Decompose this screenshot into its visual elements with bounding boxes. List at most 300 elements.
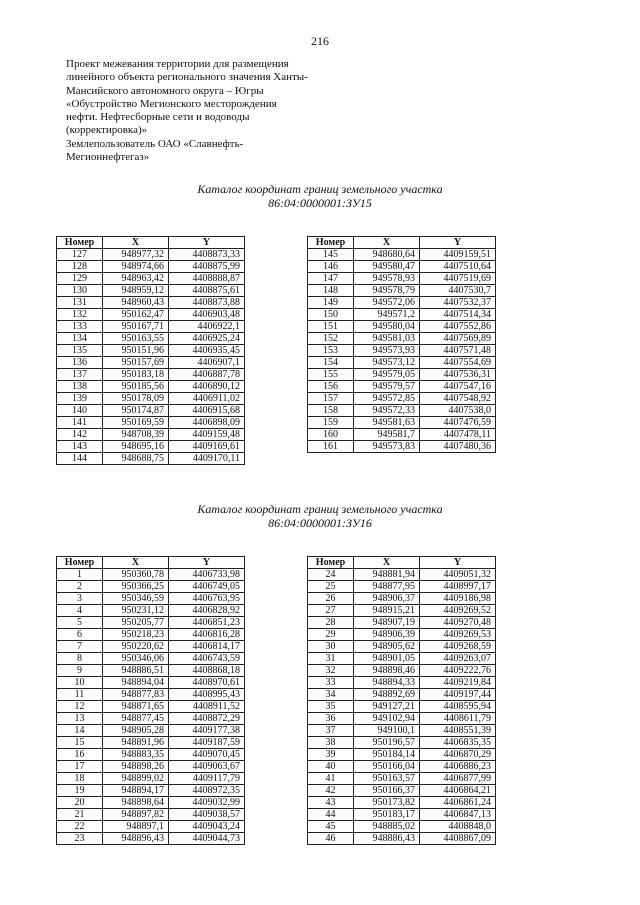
table-row [308,653,496,665]
table-row [57,785,245,797]
point-number: 127 [57,249,103,261]
y-coordinate: 4406911,02 [169,393,245,405]
column-header-x: X [103,237,169,249]
x-coordinate: 948907,19 [354,617,420,629]
point-number: 14 [57,725,103,737]
catalog-title-code: 86:04:0000001:ЗУ15 [268,196,372,210]
coordinate-table-zu15-right [307,236,496,453]
table-row [308,629,496,641]
point-number: 131 [57,297,103,309]
coordinate-table-zu16-left [56,556,245,845]
point-number: 152 [308,333,354,345]
table-row [57,737,245,749]
table-row [308,677,496,689]
y-coordinate: 4406870,29 [420,749,496,761]
x-coordinate: 948892,69 [354,689,420,701]
table-row [57,297,245,309]
table-row [308,321,496,333]
x-coordinate: 950162,47 [103,309,169,321]
x-coordinate: 948901,05 [354,653,420,665]
y-coordinate: 4409038,57 [169,809,245,821]
table-row [308,357,496,369]
point-number: 155 [308,369,354,381]
y-coordinate: 4409044,73 [169,833,245,845]
table-row [57,273,245,285]
y-coordinate: 4409051,32 [420,569,496,581]
x-coordinate: 950167,71 [103,321,169,333]
y-coordinate: 4406847,13 [420,809,496,821]
point-number: 1 [57,569,103,581]
point-number: 25 [308,581,354,593]
x-coordinate: 950183,18 [103,369,169,381]
point-number: 12 [57,701,103,713]
x-coordinate: 948974,66 [103,261,169,273]
y-coordinate: 4408867,09 [420,833,496,845]
y-coordinate: 4406733,98 [169,569,245,581]
x-coordinate: 950163,57 [354,773,420,785]
x-coordinate: 950166,04 [354,761,420,773]
y-coordinate: 4408875,61 [169,285,245,297]
point-number: 13 [57,713,103,725]
table-row [308,441,496,453]
x-coordinate: 950183,17 [354,809,420,821]
x-coordinate: 948891,96 [103,737,169,749]
x-coordinate: 949580,47 [354,261,420,273]
point-number: 32 [308,665,354,677]
y-coordinate: 4409268,59 [420,641,496,653]
point-number: 9 [57,665,103,677]
x-coordinate: 948886,43 [354,833,420,845]
point-number: 43 [308,797,354,809]
point-number: 36 [308,713,354,725]
y-coordinate: 4408970,61 [169,677,245,689]
point-number: 135 [57,345,103,357]
y-coordinate: 4406861,24 [420,797,496,809]
table-row [57,629,245,641]
y-coordinate: 4406898,09 [169,417,245,429]
y-coordinate: 4409270,48 [420,617,496,629]
table-row [308,701,496,713]
x-coordinate: 949580,04 [354,321,420,333]
y-coordinate: 4409070,45 [169,749,245,761]
table-row [308,809,496,821]
table-row [57,617,245,629]
x-coordinate: 948898,46 [354,665,420,677]
table-row [308,689,496,701]
column-header-number: Номер [57,237,103,249]
y-coordinate: 4407569,89 [420,333,496,345]
y-coordinate: 4406877,99 [420,773,496,785]
x-coordinate: 948871,65 [103,701,169,713]
table-row [308,273,496,285]
x-coordinate: 950151,96 [103,345,169,357]
table-row [57,605,245,617]
x-coordinate: 948906,39 [354,629,420,641]
x-coordinate: 948906,37 [354,593,420,605]
table-row [308,749,496,761]
x-coordinate: 949572,06 [354,297,420,309]
y-coordinate: 4406887,78 [169,369,245,381]
table-row [308,641,496,653]
x-coordinate: 949127,21 [354,701,420,713]
catalog-title-zu15 [0,182,640,210]
table-row [57,405,245,417]
y-coordinate: 4407532,37 [420,297,496,309]
header-line: Проект межевания территории для размещения [66,58,289,70]
catalog-title-line: Каталог координат границ земельного участка [197,182,443,196]
table-row [57,441,245,453]
column-header-y: Y [169,237,245,249]
x-coordinate: 948897,1 [103,821,169,833]
y-coordinate: 4407476,59 [420,417,496,429]
y-coordinate: 4409032,99 [169,797,245,809]
point-number: 133 [57,321,103,333]
table-row [308,309,496,321]
x-coordinate: 950178,09 [103,393,169,405]
catalog-title-zu16 [0,502,640,530]
x-coordinate: 948883,35 [103,749,169,761]
table-row [57,453,245,465]
header-line: Мегионнефтегаз» [66,151,150,164]
y-coordinate: 4406886,23 [420,761,496,773]
point-number: 41 [308,773,354,785]
y-coordinate: 4408611,79 [420,713,496,725]
x-coordinate: 948905,28 [103,725,169,737]
x-coordinate: 948894,17 [103,785,169,797]
header-line: Землепользователь ОАО «Славнефть- [66,137,244,150]
table-row [308,773,496,785]
point-number: 29 [308,629,354,641]
y-coordinate: 4407552,86 [420,321,496,333]
point-number: 160 [308,429,354,441]
point-number: 143 [57,441,103,453]
y-coordinate: 4409169,61 [169,441,245,453]
table-row [308,833,496,845]
x-coordinate: 949581,7 [354,429,420,441]
point-number: 46 [308,833,354,845]
table-row [308,581,496,593]
y-coordinate: 4406816,28 [169,629,245,641]
column-header-x: X [103,557,169,569]
y-coordinate: 4407554,69 [420,357,496,369]
table-row [308,821,496,833]
table-row [57,369,245,381]
point-number: 42 [308,785,354,797]
x-coordinate: 950163,55 [103,333,169,345]
point-number: 137 [57,369,103,381]
y-coordinate: 4406851,23 [169,617,245,629]
x-coordinate: 949572,85 [354,393,420,405]
x-coordinate: 950218,23 [103,629,169,641]
point-number: 22 [57,821,103,833]
point-number: 132 [57,309,103,321]
y-coordinate: 4408888,87 [169,273,245,285]
column-header-y: Y [420,557,496,569]
point-number: 33 [308,677,354,689]
y-coordinate: 4408868,18 [169,665,245,677]
y-coordinate: 4408551,39 [420,725,496,737]
point-number: 7 [57,641,103,653]
y-coordinate: 4408997,17 [420,581,496,593]
point-number: 23 [57,833,103,845]
y-coordinate: 4407510,64 [420,261,496,273]
x-coordinate: 949102,94 [354,713,420,725]
point-number: 11 [57,689,103,701]
y-coordinate: 4409177,38 [169,725,245,737]
x-coordinate: 948695,16 [103,441,169,453]
point-number: 31 [308,653,354,665]
point-number: 150 [308,309,354,321]
x-coordinate: 948898,26 [103,761,169,773]
y-coordinate: 4407571,48 [420,345,496,357]
table-row [308,665,496,677]
table-row [57,429,245,441]
x-coordinate: 948963,42 [103,273,169,285]
x-coordinate: 950346,59 [103,593,169,605]
point-number: 129 [57,273,103,285]
table-row [57,701,245,713]
table-row [57,593,245,605]
table-row [308,393,496,405]
table-row [57,285,245,297]
point-number: 146 [308,261,354,273]
y-coordinate: 4407548,92 [420,393,496,405]
point-number: 24 [308,569,354,581]
y-coordinate: 4409269,52 [420,605,496,617]
point-number: 140 [57,405,103,417]
y-coordinate: 4406763,95 [169,593,245,605]
table-row [57,393,245,405]
page-number: 216 [311,34,329,48]
x-coordinate: 948915,21 [354,605,420,617]
y-coordinate: 4408873,88 [169,297,245,309]
y-coordinate: 4406828,92 [169,605,245,617]
table-row [57,773,245,785]
point-number: 28 [308,617,354,629]
point-number: 147 [308,273,354,285]
catalog-title-line: Каталог координат границ земельного участка [197,502,443,516]
y-coordinate: 4408872,29 [169,713,245,725]
point-number: 158 [308,405,354,417]
y-coordinate: 4406915,68 [169,405,245,417]
project-header [66,58,356,164]
y-coordinate: 4407514,34 [420,309,496,321]
y-coordinate: 4406835,35 [420,737,496,749]
y-coordinate: 4409222,76 [420,665,496,677]
header-line: линейного объекта регионального значения Ханты- [66,71,308,84]
x-coordinate: 948708,39 [103,429,169,441]
point-number: 154 [308,357,354,369]
x-coordinate: 949581,03 [354,333,420,345]
table-row [57,641,245,653]
table-row [308,713,496,725]
point-number: 130 [57,285,103,297]
table-row [308,405,496,417]
y-coordinate: 4406814,17 [169,641,245,653]
point-number: 44 [308,809,354,821]
x-coordinate: 950196,57 [354,737,420,749]
table-row [308,797,496,809]
header-line: Мансийского автономного округа – Югры [66,84,264,97]
x-coordinate: 950185,56 [103,381,169,393]
x-coordinate: 948899,02 [103,773,169,785]
point-number: 149 [308,297,354,309]
point-number: 8 [57,653,103,665]
column-header-x: X [354,557,420,569]
table-row [308,249,496,261]
table-row [308,345,496,357]
x-coordinate: 950366,25 [103,581,169,593]
x-coordinate: 948680,64 [354,249,420,261]
table-row [57,417,245,429]
point-number: 136 [57,357,103,369]
y-coordinate: 4409187,59 [169,737,245,749]
table-row [57,381,245,393]
y-coordinate: 4407519,69 [420,273,496,285]
x-coordinate: 948877,95 [354,581,420,593]
x-coordinate: 949581,63 [354,417,420,429]
table-row [57,749,245,761]
table-row [308,333,496,345]
point-number: 5 [57,617,103,629]
table-row [57,581,245,593]
x-coordinate: 948885,02 [354,821,420,833]
table-row [57,261,245,273]
x-coordinate: 948894,33 [354,677,420,689]
point-number: 19 [57,785,103,797]
table-row [308,737,496,749]
table-row [57,725,245,737]
point-number: 153 [308,345,354,357]
point-number: 141 [57,417,103,429]
x-coordinate: 949578,79 [354,285,420,297]
point-number: 2 [57,581,103,593]
point-number: 37 [308,725,354,737]
y-coordinate: 4407530,7 [420,285,496,297]
table-row [308,761,496,773]
x-coordinate: 949579,05 [354,369,420,381]
y-coordinate: 4407538,0 [420,405,496,417]
table-row [308,381,496,393]
point-number: 26 [308,593,354,605]
table-row [57,809,245,821]
y-coordinate: 4409159,51 [420,249,496,261]
x-coordinate: 950157,69 [103,357,169,369]
x-coordinate: 949571,2 [354,309,420,321]
table-row [57,333,245,345]
x-coordinate: 950231,12 [103,605,169,617]
y-coordinate: 4408995,43 [169,689,245,701]
point-number: 20 [57,797,103,809]
catalog-title-code: 86:04:0000001:ЗУ16 [268,516,372,530]
x-coordinate: 948894,04 [103,677,169,689]
x-coordinate: 950360,78 [103,569,169,581]
x-coordinate: 950346,06 [103,653,169,665]
y-coordinate: 4408848,0 [420,821,496,833]
x-coordinate: 948898,64 [103,797,169,809]
x-coordinate: 948977,32 [103,249,169,261]
table-row [57,357,245,369]
x-coordinate: 950169,59 [103,417,169,429]
point-number: 156 [308,381,354,393]
point-number: 35 [308,701,354,713]
y-coordinate: 4408972,35 [169,785,245,797]
point-number: 139 [57,393,103,405]
y-coordinate: 4406743,59 [169,653,245,665]
x-coordinate: 948905,62 [354,641,420,653]
y-coordinate: 4409063,67 [169,761,245,773]
point-number: 138 [57,381,103,393]
point-number: 21 [57,809,103,821]
x-coordinate: 949100,1 [354,725,420,737]
y-coordinate: 4407478,11 [420,429,496,441]
point-number: 159 [308,417,354,429]
point-number: 38 [308,737,354,749]
x-coordinate: 948877,45 [103,713,169,725]
table-row [308,429,496,441]
table-row [308,369,496,381]
point-number: 16 [57,749,103,761]
x-coordinate: 949573,12 [354,357,420,369]
y-coordinate: 4408873,33 [169,249,245,261]
header-line: «Обустройство Мегионского месторождения [66,97,277,110]
x-coordinate: 949573,93 [354,345,420,357]
point-number: 4 [57,605,103,617]
y-coordinate: 4409219,84 [420,677,496,689]
table-row [57,653,245,665]
table-row [308,417,496,429]
point-number: 17 [57,761,103,773]
x-coordinate: 950173,82 [354,797,420,809]
point-number: 144 [57,453,103,465]
y-coordinate: 4406925,24 [169,333,245,345]
table-row [57,321,245,333]
column-header-number: Номер [308,237,354,249]
header-line: нефти. Нефтесборные сети и водоводы [66,111,250,124]
point-number: 27 [308,605,354,617]
point-number: 10 [57,677,103,689]
y-coordinate: 4408911,52 [169,701,245,713]
y-coordinate: 4409043,24 [169,821,245,833]
table-row [57,665,245,677]
table-row [57,677,245,689]
table-row [308,725,496,737]
y-coordinate: 4406935,45 [169,345,245,357]
x-coordinate: 948959,12 [103,285,169,297]
coordinate-table-zu16-right [307,556,496,845]
y-coordinate: 4406890,12 [169,381,245,393]
point-number: 134 [57,333,103,345]
table-row [57,821,245,833]
point-number: 128 [57,261,103,273]
table-row [308,617,496,629]
point-number: 145 [308,249,354,261]
y-coordinate: 4407536,31 [420,369,496,381]
table-row [308,285,496,297]
column-header-number: Номер [57,557,103,569]
table-row [57,249,245,261]
y-coordinate: 4409269,53 [420,629,496,641]
x-coordinate: 948960,43 [103,297,169,309]
x-coordinate: 948881,94 [354,569,420,581]
column-header-y: Y [169,557,245,569]
table-row [308,569,496,581]
table-row [57,569,245,581]
x-coordinate: 950166,37 [354,785,420,797]
y-coordinate: 4409117,79 [169,773,245,785]
point-number: 39 [308,749,354,761]
point-number: 40 [308,761,354,773]
